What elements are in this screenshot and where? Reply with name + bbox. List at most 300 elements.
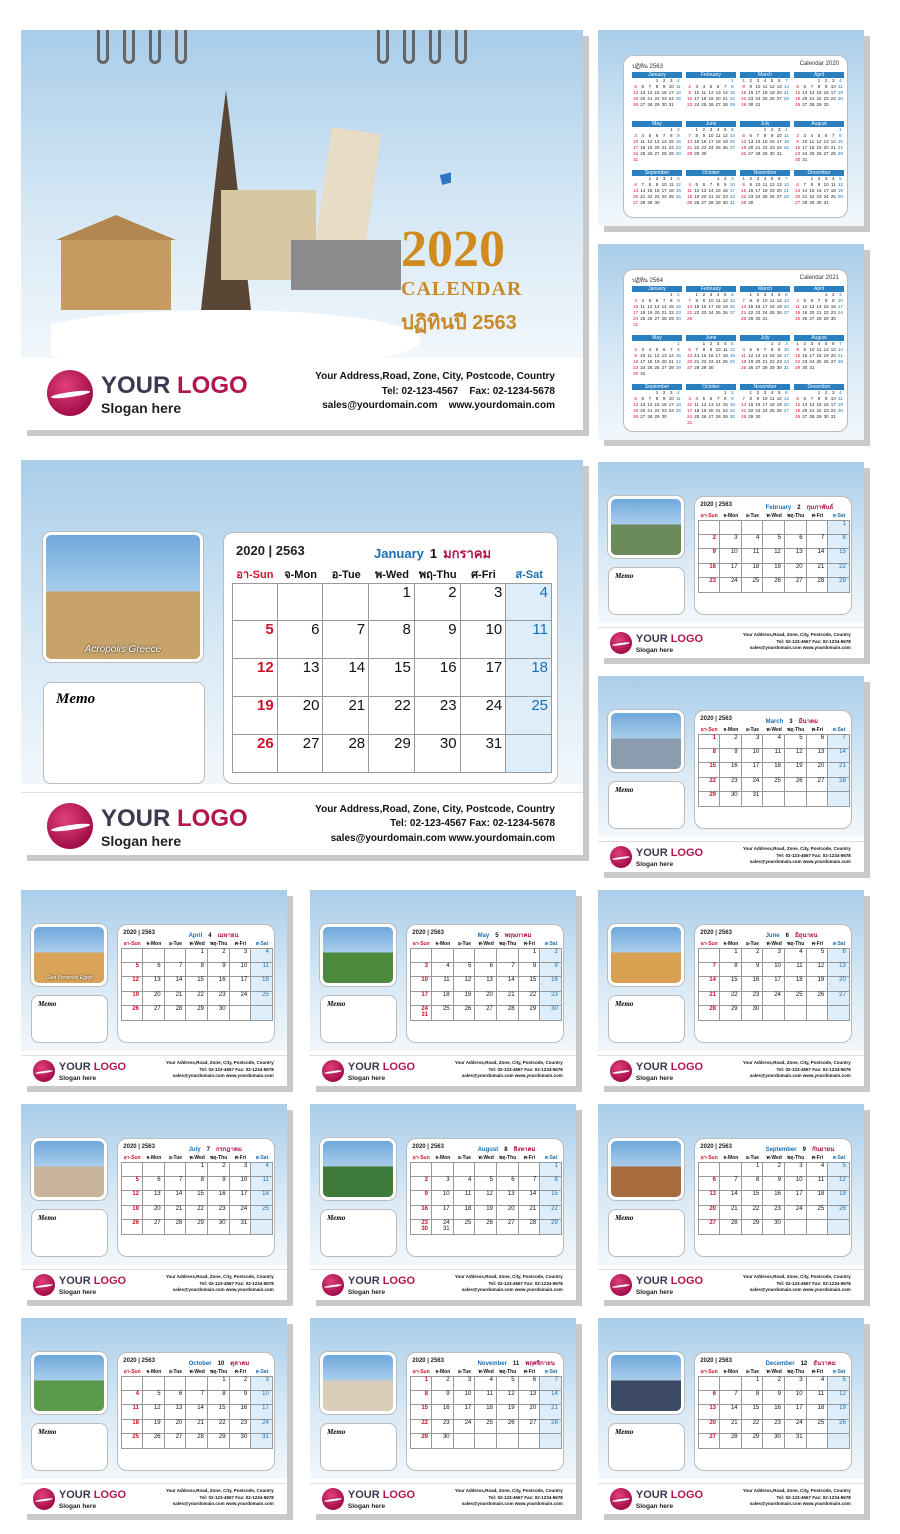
day-cell: 17 [763,977,785,992]
day-cell: 14 [807,549,829,564]
day-cell: 26 [121,1006,143,1021]
memo-label: Memo [615,571,634,580]
overflow-day: 30 [421,1226,428,1233]
phone-line: Tel: 02-123-4567 Fax: 02-1234-5678 [199,1066,274,1072]
day-cell: 24 [720,578,742,593]
weekday-header: อ-Tue [168,941,183,948]
day-cell: 9 [432,1391,454,1406]
day-cell: 14 [828,749,850,764]
logo-logo: LOGO [379,1061,416,1074]
memo-box [608,995,685,1043]
day-cell [143,1162,165,1177]
memo-label: Memo [327,1427,346,1436]
day-cell: 10 [410,977,432,992]
day-cell [230,1006,252,1021]
day-cell: 5 [143,1391,165,1406]
address-block [455,1274,563,1294]
mini-month: March 1 2 3 4 5 6 7 8 9 10 11 12 13 14 15 16 17 18 19 20 21 22 23 24 25 26 27 28 29 30 31 [741,72,789,107]
day-cell: 16 [540,977,562,992]
day-cell: 24 31 [410,1006,432,1021]
day-cell: 11 [785,963,807,978]
day-cell: 2 [763,1376,785,1391]
logo-logo: LOGO [667,1275,704,1288]
year-label: 2020 | 2563 [412,1143,444,1150]
weekday-header: จ-Mon [435,1369,451,1376]
day-cell: 8 [186,1177,208,1192]
day-grid [698,512,849,593]
year-label: 2020 | 2563 [123,1143,155,1150]
day-cell: 12 [454,977,476,992]
logo-your: YOUR [58,1275,91,1288]
day-cell: 19 [807,977,829,992]
day-cell: 17 [230,1191,252,1206]
day-cell: 30 [415,735,461,773]
day-cell: 15 [742,1191,764,1206]
month-calendar [117,1352,276,1471]
landmark-photo [31,1138,107,1200]
month-footer [310,1483,576,1514]
memo-label: Memo [615,1213,634,1222]
day-cell [807,1220,829,1235]
mini-month-name: January [632,72,682,78]
day-cell: 5 [763,535,785,550]
weekday-header: ศ-Fri [811,1155,823,1162]
day-cell: 8 [519,963,541,978]
day-cell: 27 [519,1420,541,1435]
memo-box [43,682,205,784]
month-title [189,1144,242,1154]
address-block [455,1488,563,1508]
month-thai: ตุลาคม [230,1360,250,1367]
year-calendar-2021 [623,269,848,432]
day-cell: 27 [698,1434,720,1449]
day-cell: 27 [785,578,807,593]
month-name: April [188,932,203,939]
day-cell: 12 [232,659,278,697]
month-page-december [598,1318,864,1514]
day-cell: 12 [785,749,807,764]
logo-mark [322,1060,344,1082]
day-cell: 7 [720,1177,742,1192]
landmarks-illustration [51,70,451,360]
year-right-label: Calendar 2020 [799,61,839,67]
day-cell: 3 [720,535,742,550]
landmark-photo [320,1352,396,1414]
day-cell: 4 [742,535,764,550]
day-cell: 29 [519,1006,541,1021]
month-calendar [406,1138,565,1257]
month-number: 5 [495,932,499,939]
day-cell: 11 [807,1177,829,1192]
day-cell: 2 [230,1376,252,1391]
month-name: October [188,1360,212,1367]
day-cell: 18 [763,763,785,778]
landmark-photo [320,1138,396,1200]
day-cell: 26 [454,1006,476,1021]
day-cell: 19 [763,564,785,579]
day-cell: 22 [742,1206,764,1221]
day-cell: 2 [415,583,461,621]
day-cell: 20 [143,992,165,1007]
day-cell: 18 [432,992,454,1007]
day-cell [807,792,829,807]
day-cell: 30 [208,1006,230,1021]
day-cell [807,520,829,535]
day-cell: 22 [186,992,208,1007]
slogan: Slogan here [347,1074,386,1082]
day-cell: 9 [763,1177,785,1192]
logo-logo: LOGO [379,1275,416,1288]
day-cell: 15 [540,1191,562,1206]
web-line: sales@yourdomain.com www.yourdomain.com [172,1073,274,1079]
day-cell: 19 [454,992,476,1007]
weekday-header: ศ-Fri [811,727,823,734]
logo-mark [33,1488,55,1510]
day-cell: 27 [143,1220,165,1235]
month-number: 11 [512,1360,520,1367]
day-cell: 1 [742,1162,764,1177]
day-cell: 15 [410,1405,432,1420]
day-cell: 23 [208,992,230,1007]
day-cell: 18 [785,977,807,992]
day-cell: 15 [742,1405,764,1420]
day-cell: 27 [807,778,829,793]
mini-month: December 1 2 3 4 5 6 7 8 9 10 11 12 13 14 15 16 17 18 19 20 21 22 23 24 25 26 27 28 29 30 31 [795,170,843,205]
weekday-header: ส-Sat [832,1155,846,1162]
mini-month: August 1 2 3 4 5 6 7 8 9 10 11 12 13 14 15 16 17 18 19 20 21 22 23 24 25 26 27 28 29 30 31 [795,121,843,162]
address-line: Your Address,Road, Zone, City, Postcode, Country [742,1274,851,1280]
mini-month: October 1 2 3 4 5 6 7 8 9 10 11 12 13 14 15 16 17 18 19 20 21 22 23 24 25 26 27 28 29 30 31 [687,384,735,425]
day-cell: 25 [763,778,785,793]
weekday-header: ศ-Fri [523,1155,535,1162]
weekday-header: ส-Sat [255,941,269,948]
memo-label: Memo [56,691,96,707]
cover-card [21,30,583,430]
day-cell: 16 [742,977,764,992]
mini-month-name: April [794,72,844,78]
day-cell: 27 [475,1006,497,1021]
web-line: sales@yourdomain.com www.yourdomain.com [330,832,555,844]
slogan: Slogan here [635,646,674,654]
day-cell: 30 [720,792,742,807]
weekday-header: ส-Sat [515,569,543,581]
month-name: March [765,718,784,725]
day-cell: 13 [143,1191,165,1206]
day-cell: 2 [208,948,230,963]
day-cell: 19 [497,1405,519,1420]
day-cell [251,1006,273,1021]
day-cell: 19 [475,1206,497,1221]
slogan: Slogan here [635,860,674,868]
day-cell: 8 [208,1391,230,1406]
logo-text [348,1275,415,1287]
day-cell: 13 [165,1405,187,1420]
landmark-photo [43,532,203,662]
month-title [766,1144,835,1154]
weekday-header: พ-Wed [189,941,205,948]
day-cell: 21 [165,992,187,1007]
logo-text [59,1275,126,1287]
mini-month: April 1 2 3 4 5 6 7 8 9 10 11 12 13 14 15 16 17 18 19 20 21 22 23 24 25 26 27 28 29 30 [795,286,843,321]
day-cell: 25 [807,1206,829,1221]
day-cell: 4 [454,1177,476,1192]
weekday-header: อา-Sun [700,1369,718,1376]
day-cell: 20 [519,1405,541,1420]
phone-line: Tel: 02-123-4567 Fax: 02-1234-5678 [776,1066,851,1072]
day-cell: 20 [143,1206,165,1221]
weekday-header: พ-Wed [189,1155,205,1162]
address-line: Your Address,Road, Zone, City, Postcode, Country [165,1274,274,1280]
month-title [766,930,818,940]
day-cell: 30 [763,1220,785,1235]
day-cell: 19 [143,1420,165,1435]
day-cell: 10 [230,963,252,978]
day-cell: 10 [720,549,742,564]
logo-your: YOUR [347,1489,380,1502]
day-cell [698,948,720,963]
day-cell: 7 [828,734,850,749]
day-cell [323,583,369,621]
month-page-september [598,1104,864,1300]
day-cell: 14 [519,1191,541,1206]
day-cell [763,1006,785,1021]
logo-your: YOUR [635,633,668,646]
address-block [455,1060,563,1080]
day-cell: 5 [121,963,143,978]
weekday-header: จ-Mon [723,513,739,520]
month-calendar [406,1352,565,1471]
phone-line: Tel: 02-123-4567 Fax: 02-1234-5678 [776,1494,851,1500]
day-cell: 24 [454,1420,476,1435]
day-grid [698,726,849,807]
day-cell: 12 [807,963,829,978]
day-cell [410,948,432,963]
day-cell: 25 [251,992,273,1007]
day-cell: 28 [165,1220,187,1235]
month-thai: มีนาคม [798,718,818,725]
day-cell: 21 [165,1206,187,1221]
day-cell: 7 [323,621,369,659]
day-cell: 7 [497,963,519,978]
logo-text [348,1061,415,1073]
phone-line: Tel: 02-123-4567 Fax: 02-1234-5678 [776,852,851,858]
day-cell: 15 [208,1405,230,1420]
month-name: July [188,1146,201,1153]
day-cell: 28 [807,578,829,593]
month-thai: พฤศจิกายน [525,1360,555,1367]
day-cell: 18 [121,1420,143,1435]
day-cell: 21 [720,1420,742,1435]
day-cell: 29 [742,1220,764,1235]
day-cell: 26 [475,1220,497,1235]
month-thai: มิถุนายน [794,932,818,939]
logo-mark [610,632,632,654]
day-cell: 13 [807,749,829,764]
logo-text [59,1489,126,1501]
address-block [743,1488,851,1508]
day-cell: 1 [828,520,850,535]
day-cell: 18 [807,1405,829,1420]
web-line: sales@yourdomain.com www.yourdomain.com [172,1501,274,1507]
day-cell: 30 [540,1006,562,1021]
day-cell [475,1162,497,1177]
memo-box [31,995,108,1043]
address-line: Your Address,Road, Zone, City, Postcode, Country [742,846,851,852]
day-cell: 16 [415,659,461,697]
day-cell: 8 [186,963,208,978]
mini-month-name: March [740,286,790,292]
landmark-photo [320,924,396,986]
day-cell: 15 [698,763,720,778]
weekday-header: อ-Tue [745,513,760,520]
day-cell: 12 [828,1177,850,1192]
logo-mark [33,1060,55,1082]
mini-month: September 1 2 3 4 5 6 7 8 9 10 11 12 13 14 15 16 17 18 19 20 21 22 23 24 25 26 27 28 29 30 [633,170,681,205]
month-name: February [765,504,792,511]
weekday-header: พ-Wed [766,1369,782,1376]
day-cell: 4 [807,1162,829,1177]
day-grid [410,940,561,1021]
mini-month: July 1 2 3 4 5 6 7 8 9 10 11 12 13 14 15 16 17 18 19 20 21 22 23 24 25 26 27 28 29 30 31 [741,335,789,370]
day-cell: 25 [121,1434,143,1449]
day-cell: 3 [230,1162,252,1177]
day-cell: 11 [763,749,785,764]
overflow-day: 31 [442,1226,450,1233]
logo-logo: LOGO [667,1061,704,1074]
phone-line: Tel: 02-123-4567 Fax: 02-1234-5678 [488,1066,563,1072]
day-grid [121,1368,272,1449]
day-cell: 22 [186,1206,208,1221]
landmark-photo [608,1138,684,1200]
month-page-july [21,1104,287,1300]
day-cell: 5 [232,621,278,659]
day-cell: 13 [278,659,324,697]
day-cell: 18 [475,1405,497,1420]
month-thai: กรกฎาคม [215,1146,242,1153]
weekday-header: พฤ-Thu [787,513,805,520]
month-title [478,1144,536,1154]
year-page-2020 [598,30,864,226]
day-cell: 9 [698,549,720,564]
mini-month-name: December [794,170,844,176]
mini-month-name: October [686,384,736,390]
day-cell: 11 [807,1391,829,1406]
month-thai: พฤษภาคม [504,932,532,939]
day-cell: 5 [828,1162,850,1177]
day-cell: 8 [742,1177,764,1192]
day-cell: 27 [143,1006,165,1021]
day-cell: 15 [519,977,541,992]
day-cell: 27 [497,1220,519,1235]
day-cell: 10 [251,1391,273,1406]
address-line: Your Address,Road, Zone, City, Postcode, Country [454,1060,563,1066]
weekday-header: อา-Sun [123,1155,141,1162]
day-cell: 17 [461,659,507,697]
day-cell [251,1220,273,1235]
month-thai: กันยายน [811,1146,835,1153]
day-cell: 17 [410,992,432,1007]
slogan: Slogan here [58,1288,97,1296]
year-label: 2020 | 2563 [236,543,305,558]
day-cell: 5 [785,734,807,749]
weekday-header: จ-Mon [284,569,317,581]
day-cell [698,1162,720,1177]
landmark-photo [608,1352,684,1414]
day-cell: 6 [828,948,850,963]
web-line: sales@yourdomain.com www.yourdomain.com [172,1287,274,1293]
day-grid [410,1368,561,1449]
day-grid [121,1154,272,1235]
day-cell [698,520,720,535]
month-calendar [694,496,853,615]
logo-logo: LOGO [90,1275,127,1288]
day-cell: 25 [785,992,807,1007]
day-cell: 18 [807,1191,829,1206]
memo-box [608,1209,685,1257]
weekday-header: ส-Sat [832,727,846,734]
day-cell: 17 [251,1405,273,1420]
day-cell: 26 [497,1420,519,1435]
weekday-header: จ-Mon [723,1155,739,1162]
day-cell: 23 [415,697,461,735]
weekday-header: จ-Mon [723,1369,739,1376]
mini-month: November 1 2 3 4 5 6 7 8 9 10 11 12 13 14 15 16 17 18 19 20 21 22 23 24 25 26 27 28 29 30 [741,170,789,205]
day-cell: 11 [251,1177,273,1192]
mini-month: September 1 2 3 4 5 6 7 8 9 10 11 12 13 14 15 16 17 18 19 20 21 22 23 24 25 26 27 28 29 30 [633,384,681,419]
mini-month: June 1 2 3 4 5 6 7 8 9 10 11 12 13 14 15 16 17 18 19 20 21 22 23 24 25 26 27 28 29 30 [687,335,735,370]
mini-month: January 1 2 3 4 5 6 7 8 9 10 11 12 13 14 15 16 17 18 19 20 21 22 23 24 25 26 27 28 29 30 31 [633,286,681,327]
day-cell: 25 [475,1420,497,1435]
day-cell: 9 [410,1191,432,1206]
day-cell: 24 [251,1420,273,1435]
landmark-photo [608,924,684,986]
weekday-header: อ-Tue [745,1155,760,1162]
day-cell: 30 [230,1434,252,1449]
month-page-march [598,676,864,872]
mini-month-name: June [686,335,736,341]
day-cell: 26 [828,1420,850,1435]
day-cell [278,583,324,621]
day-cell: 24 [742,778,764,793]
weekday-header: ศ-Fri [811,1369,823,1376]
mini-month-name: November [740,170,790,176]
day-cell: 15 [186,977,208,992]
address-block [166,1488,274,1508]
day-cell: 2 [742,948,764,963]
day-cell [720,1376,742,1391]
slogan: Slogan here [347,1288,386,1296]
day-cell: 23 [763,1420,785,1435]
day-cell [742,520,764,535]
day-cell: 19 [121,1206,143,1221]
day-cell: 21 [519,1206,541,1221]
month-footer [21,1055,287,1086]
day-cell: 29 [369,735,415,773]
day-cell: 4 [432,963,454,978]
logo-your: YOUR [635,1275,668,1288]
weekday-header: พฤ-Thu [210,1369,228,1376]
mini-month-name: September [632,170,682,176]
month-thai: มกราคม [443,546,492,561]
photo-caption: Giza Pyramids Egypt [45,974,93,981]
day-cell: 28 [186,1434,208,1449]
day-cell: 29 [186,1006,208,1021]
month-footer [21,1483,287,1514]
year-left-label: ปฏิทิน 2564 [632,278,663,284]
month-name: September [765,1146,797,1153]
logo-your: YOUR [635,1061,668,1074]
month-title [478,1358,555,1368]
